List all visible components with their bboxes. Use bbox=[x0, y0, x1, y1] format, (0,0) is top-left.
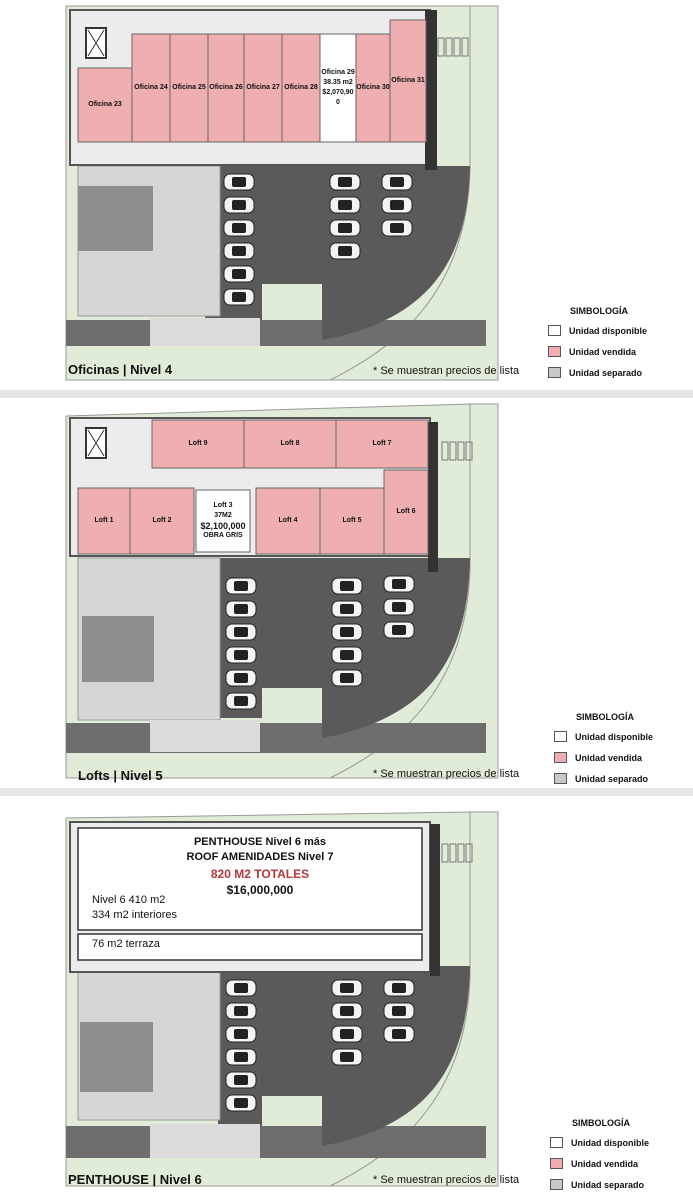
car-icon bbox=[224, 266, 254, 282]
car-icon bbox=[226, 624, 256, 640]
unit-detail: OBRA GRIS bbox=[203, 532, 243, 539]
panel-oficinas bbox=[0, 0, 693, 390]
unit-name: Oficina 31 bbox=[391, 77, 425, 84]
legend-reserved-label: Unidad separado bbox=[571, 1179, 645, 1190]
unit-label bbox=[320, 516, 384, 526]
car-icon bbox=[226, 670, 256, 686]
car-icon bbox=[224, 197, 254, 213]
price-note: * Se muestran precios de lista bbox=[373, 365, 520, 377]
unit-detail: 38.35 m2 bbox=[323, 79, 353, 86]
unit-label bbox=[170, 83, 208, 93]
unit-name: Oficina 24 bbox=[134, 84, 168, 91]
car-icon bbox=[384, 622, 414, 638]
legend-reserved-label: Unidad separado bbox=[569, 367, 643, 378]
legend-title: SIMBOLOGÍA bbox=[572, 1118, 630, 1128]
car-icon bbox=[226, 601, 256, 617]
car-icon bbox=[382, 197, 412, 213]
car-icon bbox=[332, 578, 362, 594]
legend-available-swatch bbox=[548, 325, 561, 336]
unit-name: Loft 7 bbox=[372, 440, 392, 447]
unit-name: Loft 1 bbox=[94, 517, 114, 524]
penthouse-total-area: 820 M2 TOTALES bbox=[210, 867, 310, 881]
car-icon bbox=[384, 599, 414, 615]
panel-title: Oficinas | Nivel 4 bbox=[68, 362, 173, 377]
penthouse-line2: ROOF AMENIDADES Nivel 7 bbox=[186, 851, 334, 863]
unit-name: Loft 9 bbox=[188, 440, 208, 447]
price-note: * Se muestran precios de lista bbox=[373, 1174, 520, 1186]
unit-name: Oficina 28 bbox=[284, 84, 318, 91]
panel-penthouse bbox=[0, 796, 693, 1200]
car-icon bbox=[384, 576, 414, 592]
unit-detail: $2,070,90 bbox=[322, 89, 354, 96]
car-icon bbox=[332, 980, 362, 996]
car-icon bbox=[226, 1072, 256, 1088]
penthouse-interior-area: 334 m2 interiores bbox=[92, 909, 177, 921]
unit-name: Loft 2 bbox=[152, 517, 172, 524]
panel-divider bbox=[0, 788, 693, 796]
car-icon bbox=[330, 197, 360, 213]
unit-name: Loft 6 bbox=[396, 508, 416, 515]
legend-available-label: Unidad disponible bbox=[569, 325, 647, 336]
car-icon bbox=[332, 647, 362, 663]
car-icon bbox=[226, 1095, 256, 1111]
penthouse-price: $16,000,000 bbox=[226, 883, 294, 897]
car-icon bbox=[382, 220, 412, 236]
unit-name: Oficina 27 bbox=[246, 84, 280, 91]
car-icon bbox=[332, 1049, 362, 1065]
car-icon bbox=[226, 1026, 256, 1042]
legend-reserved-swatch bbox=[548, 367, 561, 378]
unit-label bbox=[336, 439, 428, 449]
car-icon bbox=[224, 243, 254, 259]
unit-name: Oficina 25 bbox=[172, 84, 206, 91]
car-icon bbox=[384, 1026, 414, 1042]
legend bbox=[554, 708, 653, 789]
unit-name: Oficina 23 bbox=[88, 101, 122, 108]
car-icon bbox=[224, 289, 254, 305]
unit-name: Oficina 26 bbox=[209, 84, 243, 91]
car-icon bbox=[226, 693, 256, 709]
car-icon bbox=[382, 174, 412, 190]
unit-name: Oficina 29 bbox=[321, 69, 355, 76]
legend bbox=[548, 302, 647, 383]
unit-label bbox=[356, 83, 390, 93]
legend-reserved-swatch bbox=[550, 1179, 563, 1190]
unit-detail: $2,100,000 bbox=[200, 521, 246, 531]
panel-title: PENTHOUSE | Nivel 6 bbox=[68, 1172, 202, 1187]
unit-name: Loft 3 bbox=[213, 502, 233, 509]
legend-sold-label: Unidad vendida bbox=[569, 346, 637, 357]
car-icon bbox=[226, 578, 256, 594]
legend-available-label: Unidad disponible bbox=[571, 1137, 649, 1148]
unit-detail: 0 bbox=[336, 99, 340, 106]
unit-label bbox=[390, 76, 426, 86]
car-icon bbox=[332, 601, 362, 617]
unit-name: Oficina 30 bbox=[356, 84, 390, 91]
car-icon bbox=[226, 1049, 256, 1065]
penthouse-line1: PENTHOUSE Nivel 6 más bbox=[193, 836, 327, 848]
car-icon bbox=[384, 980, 414, 996]
car-icon bbox=[330, 243, 360, 259]
unit-label bbox=[384, 507, 428, 517]
car-icon bbox=[332, 1026, 362, 1042]
car-icon bbox=[224, 220, 254, 236]
unit-label bbox=[132, 83, 170, 93]
legend-reserved-label: Unidad separado bbox=[575, 773, 649, 784]
car-icon bbox=[384, 1003, 414, 1019]
legend bbox=[550, 1114, 649, 1195]
legend-available-swatch bbox=[554, 731, 567, 742]
unit-detail: 37M2 bbox=[214, 512, 232, 519]
car-icon bbox=[224, 174, 254, 190]
car-icon bbox=[330, 174, 360, 190]
legend-title: SIMBOLOGÍA bbox=[570, 306, 628, 316]
panel-title: Lofts | Nivel 5 bbox=[78, 768, 163, 783]
car-icon bbox=[332, 670, 362, 686]
legend-sold-label: Unidad vendida bbox=[571, 1158, 639, 1169]
unit-label bbox=[208, 83, 244, 93]
unit-name: Loft 4 bbox=[278, 517, 298, 524]
legend-title: SIMBOLOGÍA bbox=[576, 712, 634, 722]
price-note: * Se muestran precios de lista bbox=[373, 768, 520, 780]
unit-name: Loft 5 bbox=[342, 517, 362, 524]
legend-sold-swatch bbox=[548, 346, 561, 357]
legend-available-swatch bbox=[550, 1137, 563, 1148]
unit-label bbox=[282, 83, 320, 93]
legend-reserved-swatch bbox=[554, 773, 567, 784]
legend-sold-label: Unidad vendida bbox=[575, 752, 643, 763]
unit-label bbox=[320, 68, 356, 108]
unit-label bbox=[244, 439, 336, 449]
panel-divider bbox=[0, 390, 693, 398]
unit-label bbox=[256, 516, 320, 526]
unit-label bbox=[78, 516, 130, 526]
unit-label bbox=[152, 439, 244, 449]
car-icon bbox=[332, 1003, 362, 1019]
panel-lofts bbox=[0, 398, 693, 788]
unit-name: Loft 8 bbox=[280, 440, 300, 447]
car-icon bbox=[226, 1003, 256, 1019]
unit-label bbox=[196, 501, 250, 541]
legend-available-label: Unidad disponible bbox=[575, 731, 653, 742]
car-icon bbox=[226, 980, 256, 996]
penthouse-terrace-area: 76 m2 terraza bbox=[92, 938, 160, 950]
penthouse-nivel-area: Nivel 6 410 m2 bbox=[92, 894, 166, 906]
legend-sold-swatch bbox=[550, 1158, 563, 1169]
unit-label bbox=[244, 83, 282, 93]
unit-label bbox=[130, 516, 194, 526]
car-icon bbox=[332, 624, 362, 640]
unit-label bbox=[78, 100, 132, 110]
car-icon bbox=[226, 647, 256, 663]
legend-sold-swatch bbox=[554, 752, 567, 763]
car-icon bbox=[330, 220, 360, 236]
